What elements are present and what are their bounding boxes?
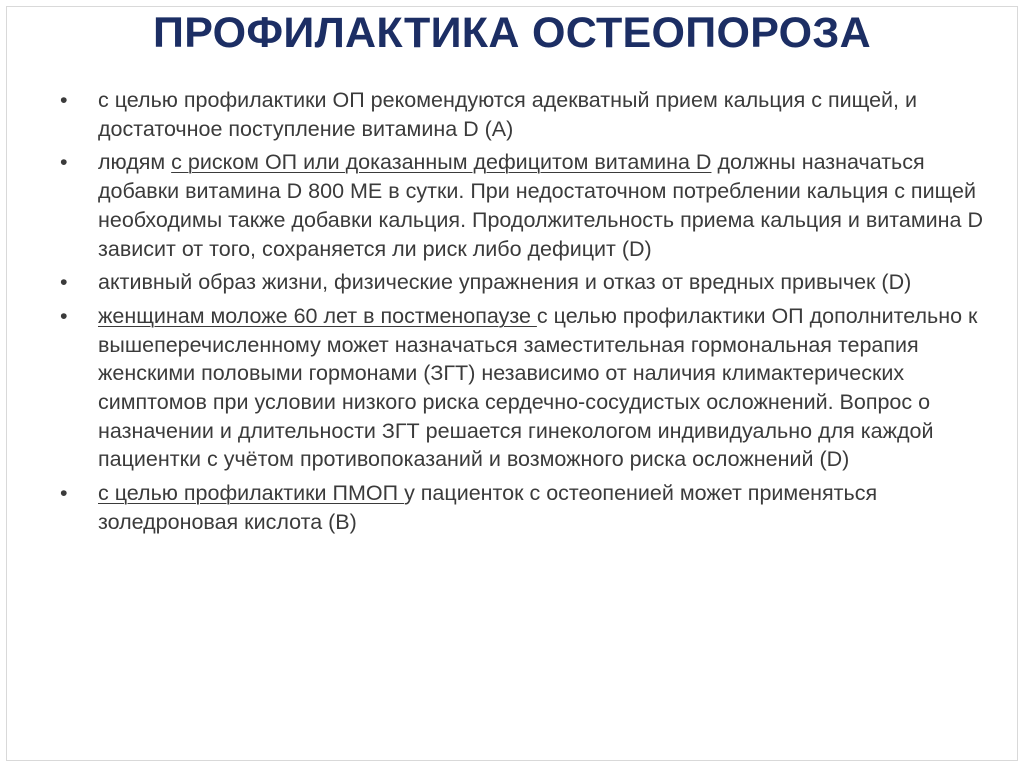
bullet-text-rest: у пациенток с остеопенией может применяться золедроновая кислота (В)	[98, 481, 878, 534]
bullet-text-lead: людям	[98, 150, 172, 175]
bullet-text-rest: должны назначаться добавки витамина D 800 МЕ в сутки. При недостаточном потреблении кальция с пищей необходимы также добавки кальция. Продолжительность приема кальция и витамина D зависит от того, сохраняется ли риск либо дефицит (D)	[98, 150, 983, 261]
bullet-text: с целью профилактики ОП рекомендуются адекватный прием кальция с пищей, и достаточное поступление витамина D (A)	[98, 88, 918, 141]
bullet-item-zoledronic-acid	[60, 479, 990, 536]
bullet-icon: •	[60, 88, 68, 112]
bullet-icon: •	[60, 270, 68, 295]
bullet-list	[60, 86, 990, 542]
slide-title: ПРОФИЛАКТИКА ОСТЕОПОРОЗА	[153, 9, 871, 57]
bullet-item-vitamin-d-supplements	[60, 148, 990, 263]
bullet-text-underlined: женщинам моложе 60 лет в постменопаузе	[98, 303, 537, 328]
bullet-text-underlined: с целью профилактики ПМОП	[98, 481, 405, 506]
bullet-item-active-lifestyle	[60, 268, 990, 297]
bullet-text-rest: с целью профилактики ОП дополнительно к вышеперечисленному может назначаться заместительная гормональная терапия женскими половыми гормонами (ЗГТ) независимо от наличия климактерических симптомов при условии низкого риска сердечно-сосудистых осложнений. Вопрос о назначении и длительности ЗГТ решается гинекологом индивидуально для каждой пациентки с учётом противопоказаний и возможного риска осложнений (D)	[98, 303, 978, 472]
bullet-icon: •	[60, 481, 68, 506]
bullet-icon: •	[60, 150, 68, 175]
bullet-item-hormone-therapy	[60, 302, 990, 474]
bullet-text: активный образ жизни, физические упражнения и отказ от вредных привычек (D)	[98, 270, 912, 295]
bullet-icon: •	[60, 303, 68, 328]
bullet-text-underlined: с риском ОП или доказанным дефицитом витамина D	[171, 150, 712, 175]
bullet-item-calcium-vitamin-d	[60, 86, 990, 143]
